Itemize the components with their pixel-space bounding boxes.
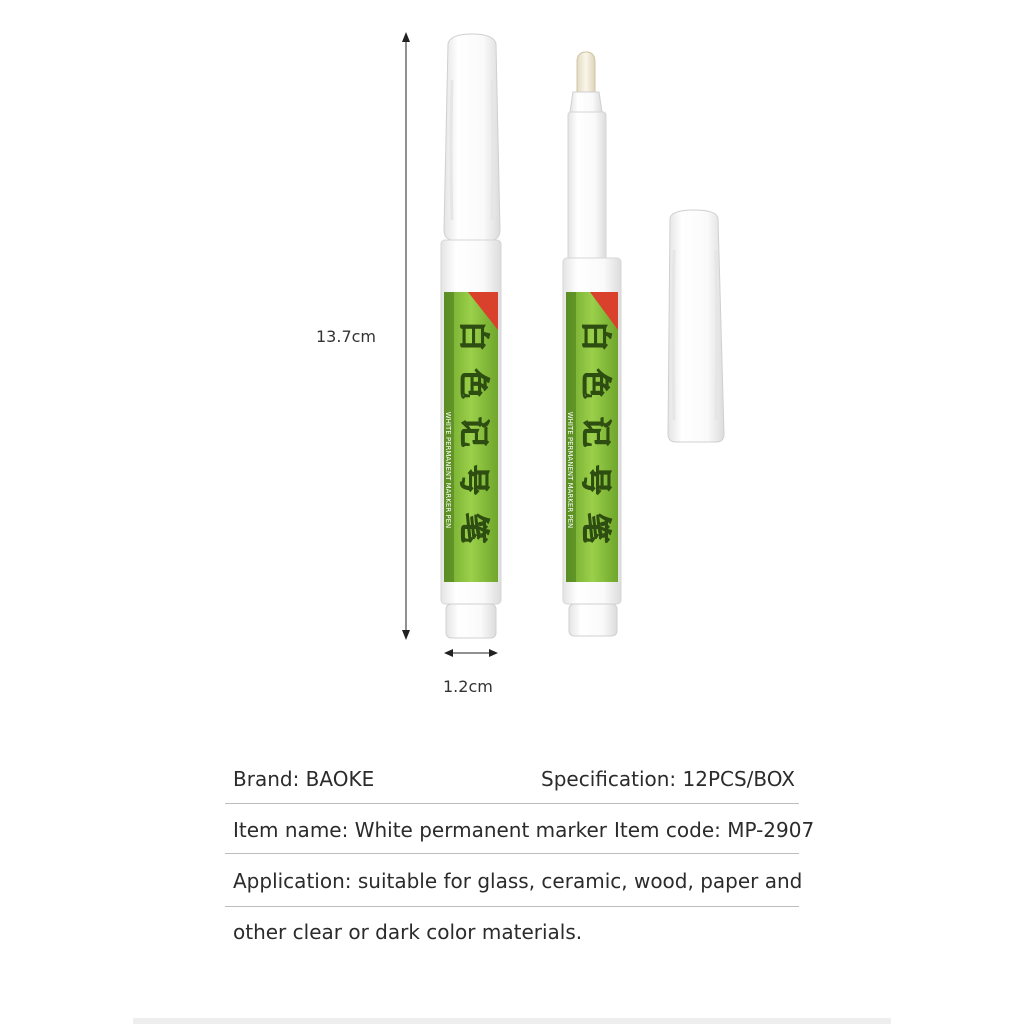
divider: [225, 906, 799, 907]
divider: [225, 803, 799, 804]
height-dimension-label: 13.7cm: [316, 327, 377, 346]
item-code-text: Item code: MP-2907: [614, 818, 815, 842]
label-char: 号: [577, 465, 613, 495]
label-char: 号: [455, 465, 491, 495]
marker-cap: [668, 210, 724, 442]
label-english-text: WHITE PERMANENT MARKER PEN: [566, 411, 574, 529]
label-char: 白: [577, 321, 613, 351]
label-char: 笔: [577, 513, 613, 543]
application-text-line2: other clear or dark color materials.: [233, 920, 583, 944]
height-dimension-arrow: [402, 32, 410, 640]
item-name-text: Item name: White permanent marker: [233, 818, 608, 842]
specification-text: Specification: 12PCS/BOX: [541, 767, 795, 791]
brand-text: Brand: BAOKE: [233, 767, 375, 791]
divider: [225, 853, 799, 854]
label-english-text: WHITE PERMANENT MARKER PEN: [444, 411, 452, 529]
bottom-strip: [133, 1018, 891, 1024]
width-dimension-arrow: [444, 649, 498, 657]
label-char: 色: [577, 369, 613, 399]
label-char: 色: [455, 369, 491, 399]
label-char: 白: [455, 321, 491, 351]
application-text-line1: Application: suitable for glass, ceramic, wood, paper and: [233, 869, 803, 893]
label-char: 记: [577, 417, 613, 447]
label-char: 笔: [455, 513, 491, 543]
label-char: 记: [455, 417, 491, 447]
width-dimension-label: 1.2cm: [443, 677, 493, 696]
